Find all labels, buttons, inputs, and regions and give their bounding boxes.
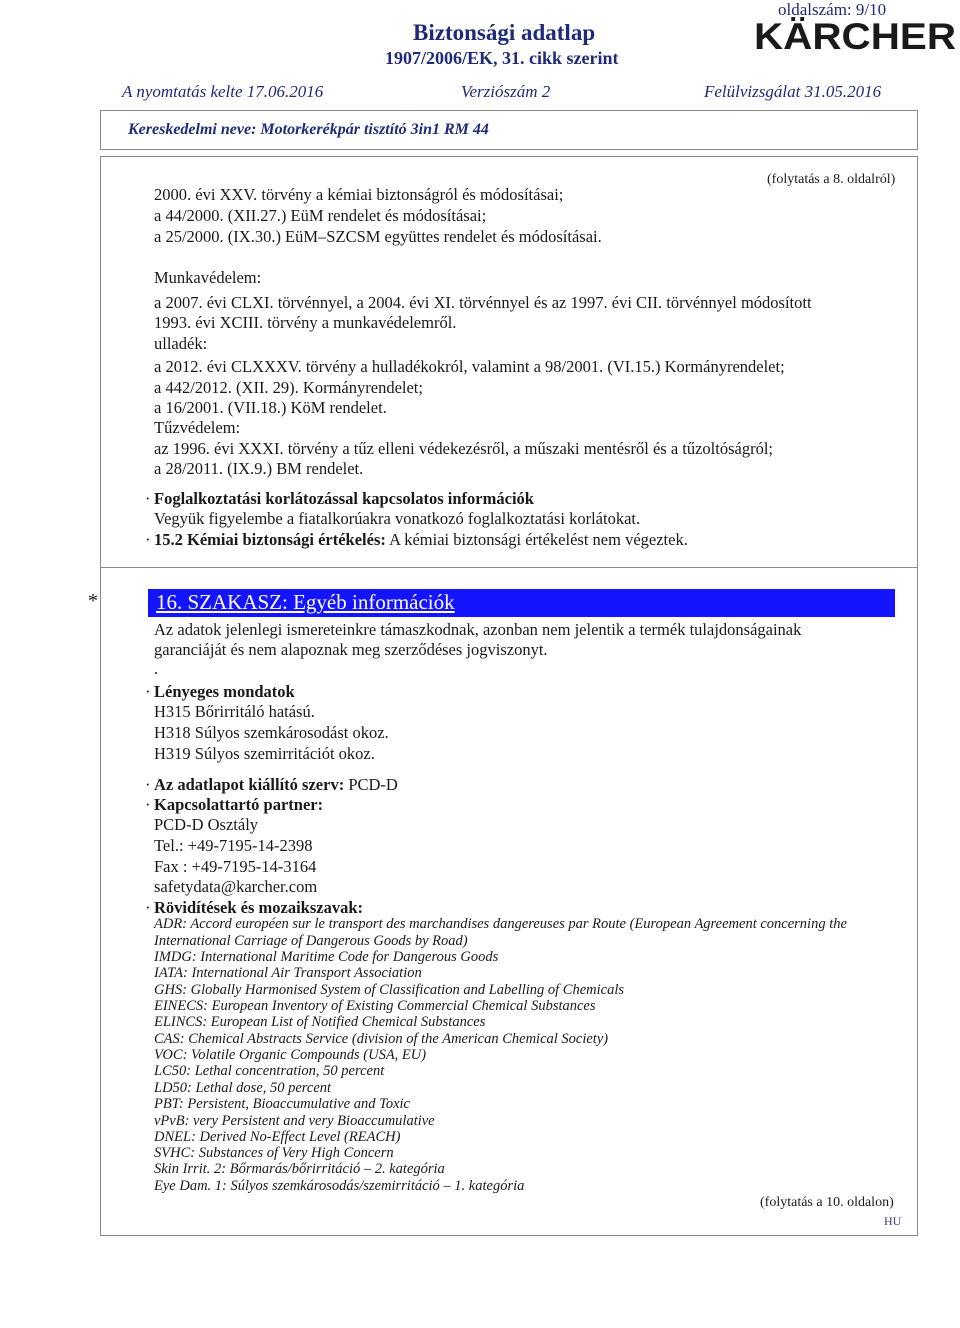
chem-safety-label: 15.2 Kémiai biztonsági értékelés:: [154, 530, 386, 549]
contact-phone: Tel.: +49-7195-14-2398: [154, 836, 313, 855]
chem-safety-text: A kémiai biztonsági értékelést nem végeztek.: [389, 530, 688, 549]
version-number: Verziószám 2: [461, 82, 551, 101]
contact-fax: Fax : +49-7195-14-3164: [154, 857, 317, 876]
abbrev-ld50: LD50: Lethal dose, 50 percent: [154, 1080, 332, 1096]
section-16-intro-1: Az adatok jelenlegi ismereteinkre támaszkodnak, azonban nem jelentik a termék tulajdonságainak: [154, 620, 802, 639]
hulladek-line-2: a 442/2012. (XII. 29). Kormányrendelet;: [154, 378, 423, 397]
hulladek-line-1: a 2012. évi CLXXXV. törvény a hulladékokról, valamint a 98/2001. (VI.15.) Kormányrendelet;: [154, 357, 785, 376]
regulation-reference: 1907/2006/EK, 31. cikk szerint: [385, 48, 619, 68]
section-16-title: 16. SZAKASZ: Egyéb információk: [156, 590, 455, 614]
munkavedelem-label: Munkavédelem:: [154, 268, 262, 287]
phrase-h315: H315 Bőrirritáló hatású.: [154, 702, 315, 721]
issuer-bullet: ·: [145, 775, 151, 794]
abbrev-adr-cont: International Carriage of Dangerous Goods by Road): [154, 933, 468, 949]
employment-bullet: ·: [145, 489, 151, 508]
munkavedelem-line-1: a 2007. évi CLXI. törvénnyel, a 2004. évi XI. törvénnyel és az 1997. évi CII. törvénnyel módosított: [154, 293, 812, 312]
revision-date: Felülvizsgálat 31.05.2016: [704, 82, 882, 101]
issuer-line: [154, 775, 398, 795]
abbrev-lc50: LC50: Lethal concentration, 50 percent: [154, 1063, 385, 1079]
abbrev-adr: ADR: Accord européen sur le transport des marchandises dangereuses par Route (European Agreement concerning the: [154, 916, 847, 932]
contact-email[interactable]: safetydata@karcher.com: [154, 877, 318, 896]
abbrev-voc: VOC: Volatile Organic Compounds (USA, EU): [154, 1047, 427, 1063]
employment-title: Foglalkoztatási korlátozással kapcsolatos információk: [154, 489, 534, 508]
chem-safety-line: [154, 530, 688, 550]
abbrev-vpvb: vPvB: very Persistent and very Bioaccumulative: [154, 1113, 435, 1129]
hulladek-line-3: a 16/2001. (VII.18.) KöM rendelet.: [154, 398, 387, 417]
tuzvedelem-line-2: a 28/2011. (IX.9.) BM rendelet.: [154, 459, 364, 478]
abbrev-pbt: PBT: Persistent, Bioaccumulative and Toxic: [154, 1096, 410, 1112]
abbrev-einecs: EINECS: European Inventory of Existing Commercial Chemical Substances: [154, 998, 596, 1014]
abbrev-svhc: SVHC: Substances of Very High Concern: [154, 1145, 394, 1161]
munkavedelem-line-2: 1993. évi XCIII. törvény a munkavédelemről.: [154, 313, 457, 332]
section-16-dot: .: [154, 659, 159, 678]
section-16-intro-2: garanciáját és nem alapoznak meg szerződéses jogviszonyt.: [154, 640, 548, 659]
issuer-label: Az adatlapot kiállító szerv:: [154, 775, 345, 794]
tuzvedelem-line-1: az 1996. évi XXXI. törvény a tűz elleni védekezésről, a műszaki mentésről és a tűzoltóságról;: [154, 439, 773, 458]
trade-name: Kereskedelmi neve: Motorkerékpár tisztító 3in1 RM 44: [128, 121, 489, 138]
continued-from-label: (folytatás a 8. oldalról): [767, 172, 896, 187]
law-line-1: 2000. évi XXV. törvény a kémiai biztonságról és módosításai;: [154, 185, 564, 204]
logo-text: KÄRCHER: [754, 16, 956, 54]
abbrev-eye-dam: Eye Dam. 1: Súlyos szemkárosodás/szemirritáció – 1. kategória: [154, 1178, 525, 1194]
phrases-bullet: ·: [145, 682, 151, 701]
tuzvedelem-label: Tűzvédelem:: [154, 418, 241, 437]
chem-safety-bullet: ·: [145, 530, 151, 549]
abbrev-elincs: ELINCS: European List of Notified Chemical Substances: [154, 1014, 486, 1030]
phrase-h318: H318 Súlyos szemkárosodást okoz.: [154, 723, 389, 742]
employment-text: Vegyük figyelembe a fiatalkorúakra vonatkozó foglalkoztatási korlátokat.: [154, 509, 641, 528]
issuer-value: PCD-D: [348, 775, 398, 794]
hulladek-label: ulladék:: [154, 334, 208, 353]
abbrev-imdg: IMDG: International Maritime Code for Dangerous Goods: [154, 949, 499, 965]
abbrev-bullet: ·: [145, 898, 151, 917]
abbrev-dnel: DNEL: Derived No-Effect Level (REACH): [154, 1129, 401, 1145]
phrase-h319: H319 Súlyos szemirritációt okoz.: [154, 744, 375, 763]
section-divider: [100, 567, 918, 568]
contact-label: Kapcsolattartó partner:: [154, 795, 324, 814]
abbrev-cas: CAS: Chemical Abstracts Service (division of the American Chemical Society): [154, 1031, 609, 1047]
law-line-3: a 25/2000. (IX.30.) EüM–SZCSM együttes rendelet és módosításai.: [154, 227, 602, 246]
contact-department: PCD-D Osztály: [154, 815, 259, 834]
continued-to-label: (folytatás a 10. oldalon): [760, 1195, 894, 1210]
law-line-2: a 44/2000. (XII.27.) EüM rendelet és módosításai;: [154, 206, 487, 225]
abbrev-skin-irrit: Skin Irrit. 2: Bőrmarás/bőrirritáció – 2. kategória: [154, 1161, 445, 1177]
language-code: HU: [884, 1214, 902, 1228]
karcher-logo: [752, 16, 958, 54]
phrases-label: Lényeges mondatok: [154, 682, 295, 701]
contact-bullet: ·: [145, 795, 151, 814]
abbrev-label: Rövidítések és mozaikszavak:: [154, 898, 363, 917]
abbrev-ghs: GHS: Globally Harmonised System of Classification and Labelling of Chemicals: [154, 982, 625, 998]
page-number: oldalszám: 9/10: [778, 0, 887, 19]
print-date: A nyomtatás kelte 17.06.2016: [122, 82, 324, 101]
document-title: Biztonsági adatlap: [413, 20, 596, 45]
revision-marker: *: [88, 590, 98, 612]
abbrev-iata: IATA: International Air Transport Association: [154, 965, 422, 981]
